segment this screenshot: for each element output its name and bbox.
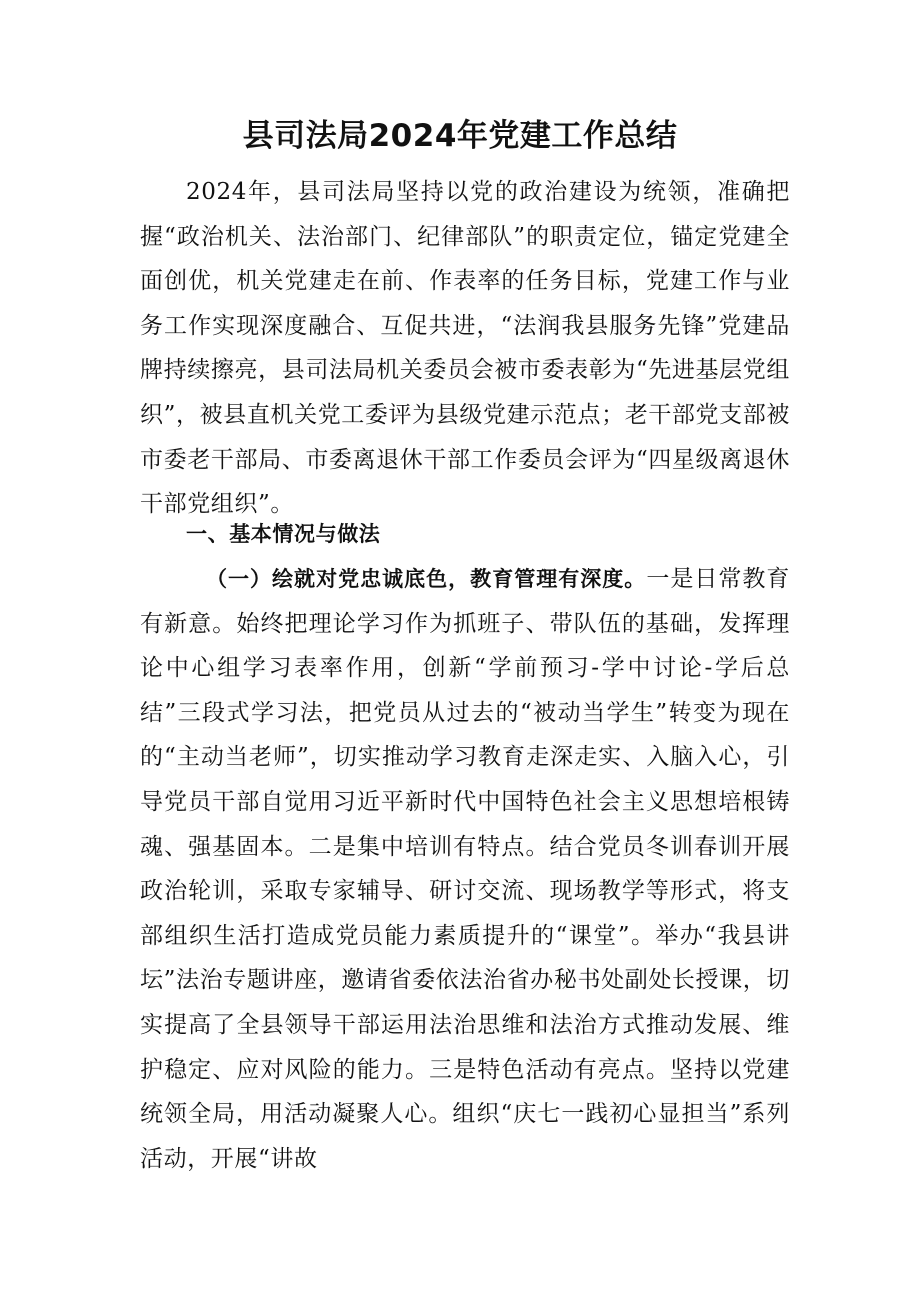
subsection-lead: （一）绘就对党忠诚底色，教育管理有深度。 <box>206 567 647 591</box>
intro-paragraph: 2024年，县司法局坚持以党的政治建设为统领，准确把握“政治机关、法治部门、纪律部队”的职责定位，锚定党建全面创优，机关党建走在前、作表率的任务目标，党建工作与业务工作实现深度融合、互促共进，“法润我县服务先锋”党建品牌持续擦亮，县司法局机关委员会被市委表彰为“先进基层党组织”，被县直机关党工委评为县级党建示范点；老干部党支部被市委老干部局、市委离退休干部工作委员会评为“四星级离退休干部党组织”。 <box>140 179 790 518</box>
subsection-paragraph <box>140 557 790 1181</box>
subsection-body: 一是日常教育有新意。始终把理论学习作为抓班子、带队伍的基础，发挥理论中心组学习表率作用，创新“学前预习-学中讨论-学后总结”三段式学习法，把党员从过去的“被动当学生”转变为现在的“主动当老师”，切实推动学习教育走深走实、入脑入心，引导党员干部自觉用习近平新时代中国特色社会主义思想培根铸魂、强基固本。二是集中培训有特点。结合党员冬训春训开展政治轮训，采取专家辅导、研讨交流、现场教学等形式，将支部组织生活打造成党员能力素质提升的“课堂”。举办“我县讲坛”法治专题讲座，邀请省委依法治省办秘书处副处长授课，切实提高了全县领导干部运用法治思维和法治方式推动发展、维护稳定、应对风险的能力。三是特色活动有亮点。坚持以党建统领全局，用活动凝聚人心。组织“庆七一践初心显担当”系列活动，开展“讲故 <box>140 566 790 1172</box>
section-heading: 一、基本情况与做法 <box>186 522 381 546</box>
document-title: 县司法局2024年党建工作总结 <box>242 118 678 154</box>
